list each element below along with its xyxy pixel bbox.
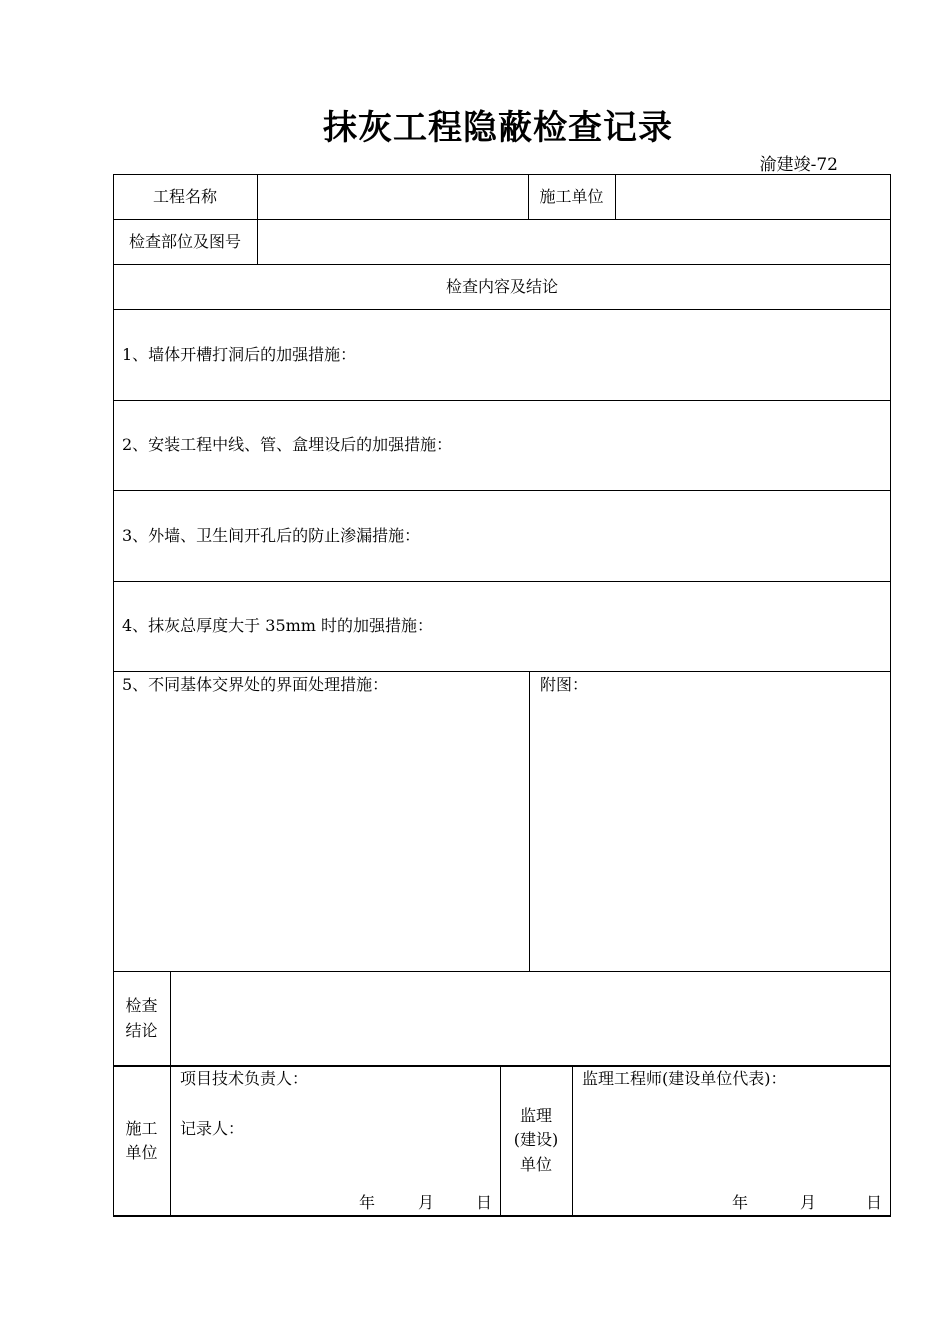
inspection-item: 3、外墙、卫生间开孔后的防止渗漏措施： <box>122 526 421 545</box>
date-month: 月 <box>418 1193 435 1212</box>
supervision-unit-line3: 单位 <box>519 1155 552 1174</box>
recorder-label: 记录人： <box>180 1119 245 1138</box>
form-code: 渝建竣-72 <box>759 155 838 175</box>
document-title: 抹灰工程隐蔽检查记录 <box>323 108 673 148</box>
tech-lead-label: 项目技术负责人： <box>180 1069 309 1088</box>
inspection-item: 1、墙体开槽打洞后的加强措施： <box>122 345 357 364</box>
grid-line <box>113 219 891 220</box>
inspection-item: 2、安装工程中线、管、盒埋设后的加强措施： <box>122 435 453 454</box>
grid-line <box>113 971 891 972</box>
supervision-unit-line1: 监理 <box>519 1106 552 1125</box>
inspection-item: 5、不同基体交界处的界面处理措施： <box>122 675 389 694</box>
grid-line <box>113 400 891 401</box>
construction-unit-label: 施工单位 <box>539 187 604 206</box>
inspection-location-label: 检查部位及图号 <box>128 232 241 251</box>
grid-line <box>113 309 891 310</box>
inspection-item: 4、抹灰总厚度大于 35mm 时的加强措施： <box>122 616 434 635</box>
date-day: 日 <box>476 1193 493 1212</box>
supervisor-date-day: 日 <box>866 1193 883 1212</box>
grid-line <box>529 671 530 971</box>
grid-line <box>113 264 891 265</box>
conclusion-label-line2: 结论 <box>125 1021 158 1040</box>
supervisor-date-year: 年 <box>732 1193 749 1212</box>
grid-line <box>113 671 891 672</box>
grid-line <box>113 174 891 175</box>
grid-line <box>572 1065 573 1215</box>
grid-line <box>113 1215 891 1217</box>
supervisor-label: 监理工程师(建设单位代表)： <box>582 1069 787 1088</box>
grid-line <box>890 174 891 1216</box>
construction-unit-line1: 施工 <box>125 1119 158 1138</box>
grid-line <box>615 174 616 219</box>
date-year: 年 <box>359 1193 376 1212</box>
content-heading: 检查内容及结论 <box>445 277 558 296</box>
grid-line <box>113 490 891 491</box>
grid-line <box>113 174 114 1216</box>
attachment-label: 附图： <box>540 675 589 694</box>
grid-line <box>170 971 171 1216</box>
conclusion-label-line1: 检查 <box>125 996 158 1015</box>
grid-line <box>113 581 891 582</box>
project-name-label: 工程名称 <box>152 187 217 206</box>
grid-line <box>257 174 258 264</box>
supervisor-date-month: 月 <box>800 1193 817 1212</box>
construction-unit-line2: 单位 <box>125 1143 158 1162</box>
supervision-unit-line2: (建设) <box>513 1130 559 1149</box>
